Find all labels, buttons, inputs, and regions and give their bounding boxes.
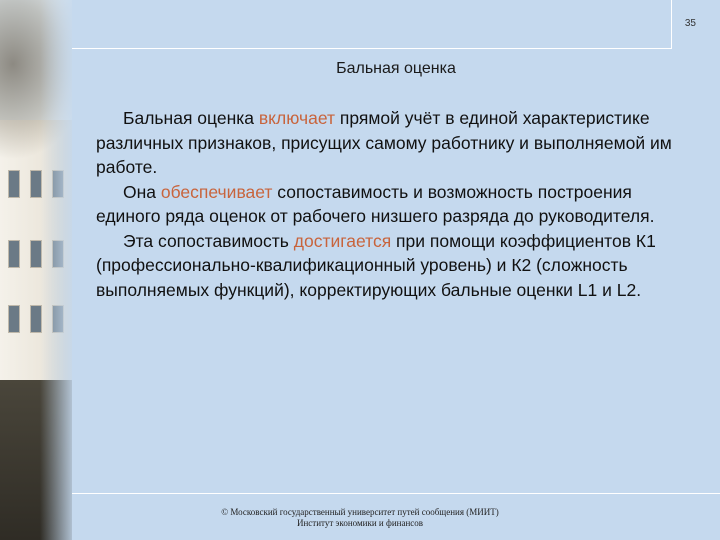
footer-institute: Институт экономики и финансов: [296, 518, 424, 528]
paragraph-text: прямой учёт в единой характеристике различных признаков, присущих самому работнику и выполняемой им работе.: [96, 108, 672, 177]
header-vertical-rule: [671, 0, 672, 48]
paragraph-text: Она: [123, 181, 161, 202]
highlighted-term: достигается: [293, 230, 392, 251]
paragraph-text: Эта сопоставимость: [123, 230, 294, 251]
paragraph-2: [96, 180, 696, 229]
paragraph-text: сопоставимость и возможность построения единого ряда оценок от рабочего низшего разряда до руководителя.: [96, 181, 655, 226]
photo-fade-overlay: [40, 0, 80, 540]
paragraph-3: [96, 229, 696, 303]
highlighted-term: включает: [258, 108, 335, 128]
building-window: [8, 305, 20, 333]
page-number: 35: [684, 18, 696, 29]
footer-copyright: © Московский государственный университет путей сообщения (МИИТ): [221, 507, 499, 517]
slide-title: Бальная оценка: [336, 60, 456, 77]
building-window: [8, 240, 20, 268]
paragraph-text: при помощи коэффициентов К1 (профессионально-квалификационный уровень) и К2 (сложность выполняемых функций), корректирующих бальные оценки L1 и L2.: [96, 230, 656, 300]
header-rule: [72, 48, 672, 49]
highlighted-term: обеспечивает: [160, 181, 273, 202]
footer: [72, 507, 648, 529]
paragraph-1: [96, 106, 696, 180]
building-window: [8, 170, 20, 198]
slide-body: [96, 106, 696, 302]
paragraph-text: Бальная оценка: [123, 108, 259, 128]
footer-rule: [72, 493, 720, 494]
